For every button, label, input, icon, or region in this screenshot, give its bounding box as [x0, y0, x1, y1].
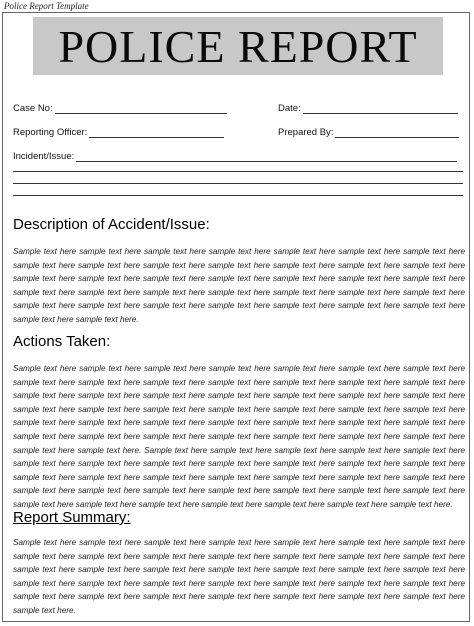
page-title: POLICE REPORT: [58, 20, 418, 72]
incident-field[interactable]: [13, 151, 457, 162]
case-no-label: Case No:: [13, 103, 53, 114]
incident-line-4[interactable]: [13, 195, 463, 196]
description-text: Sample text here sample text here sample text here sample text here sample text here sample text here sample text here sample text here sample text here sample text here sample text here sample text here sample text here sample text here sample text here sample text here sample text here sample text here sample text here sample text here sample text here sample text here sample text here sample text here sample text here sample text here sample text here sample text here sample text here sample text here sample text here sample text here sample text here sample text here sample text here sample text here sample text here.: [13, 247, 465, 324]
reporting-officer-line[interactable]: [89, 129, 224, 138]
summary-heading: Report Summary:: [13, 509, 131, 526]
incident-line[interactable]: [76, 153, 457, 162]
date-field[interactable]: [278, 103, 458, 114]
prepared-by-line[interactable]: [335, 129, 459, 138]
actions-heading: Actions Taken:: [13, 333, 111, 350]
reporting-officer-field[interactable]: [13, 127, 224, 138]
title-banner: [33, 17, 443, 75]
incident-line-2[interactable]: [13, 171, 463, 172]
summary-text: Sample text here sample text here sample text here sample text here sample text here sample text here sample text here sample text here sample text here sample text here sample text here sample text here sample text here sample text here sample text here sample text here sample text here sample text here sample text here sample text here sample text here sample text here sample text here sample text here sample text here sample text here sample text here sample text here sample text here sample text here sample text here sample text here sample text here sample text here sample text here sample text here.: [13, 538, 465, 615]
prepared-by-field[interactable]: [278, 127, 459, 138]
reporting-officer-label: Reporting Officer:: [13, 127, 88, 138]
document-label: Police Report Template: [4, 1, 89, 11]
case-no-field[interactable]: [13, 103, 227, 114]
date-label: Date:: [278, 103, 301, 114]
case-no-line[interactable]: [55, 105, 227, 114]
incident-line-3[interactable]: [13, 183, 463, 184]
actions-text: Sample text here sample text here sample text here sample text here sample text here sample text here sample text here sample text here sample text here sample text here sample text here sample text here sample text here sample text here sample text here sample text here sample text here sample text here sample text here sample text here sample text here sample text here sample text here sample text here sample text here sample text here sample text here sample text here sample text here sample text here sample text here sample text here sample text here sample text here sample text here sample text here sample text here sample text here sample text here sample text here sample text here sample text here sample text here sample text here. Sample text here sample text here sample text here sample text here sample text here sample text here sample text here sample text here sample text here sample text here sample text here sample text here sample text here sample text here sample text here sample text here sample text here sample text here sample text here sample text here sample text here sample text here sample text here sample text here sample text here sample text here sample text here sample text here sample text here sample text here sample text here sample text here sample text here.: [13, 364, 465, 509]
date-line[interactable]: [303, 105, 458, 114]
description-heading: Description of Accident/Issue:: [13, 216, 210, 233]
report-page: [2, 12, 470, 622]
prepared-by-label: Prepared By:: [278, 127, 334, 138]
incident-label: Incident/Issue:: [13, 151, 75, 162]
